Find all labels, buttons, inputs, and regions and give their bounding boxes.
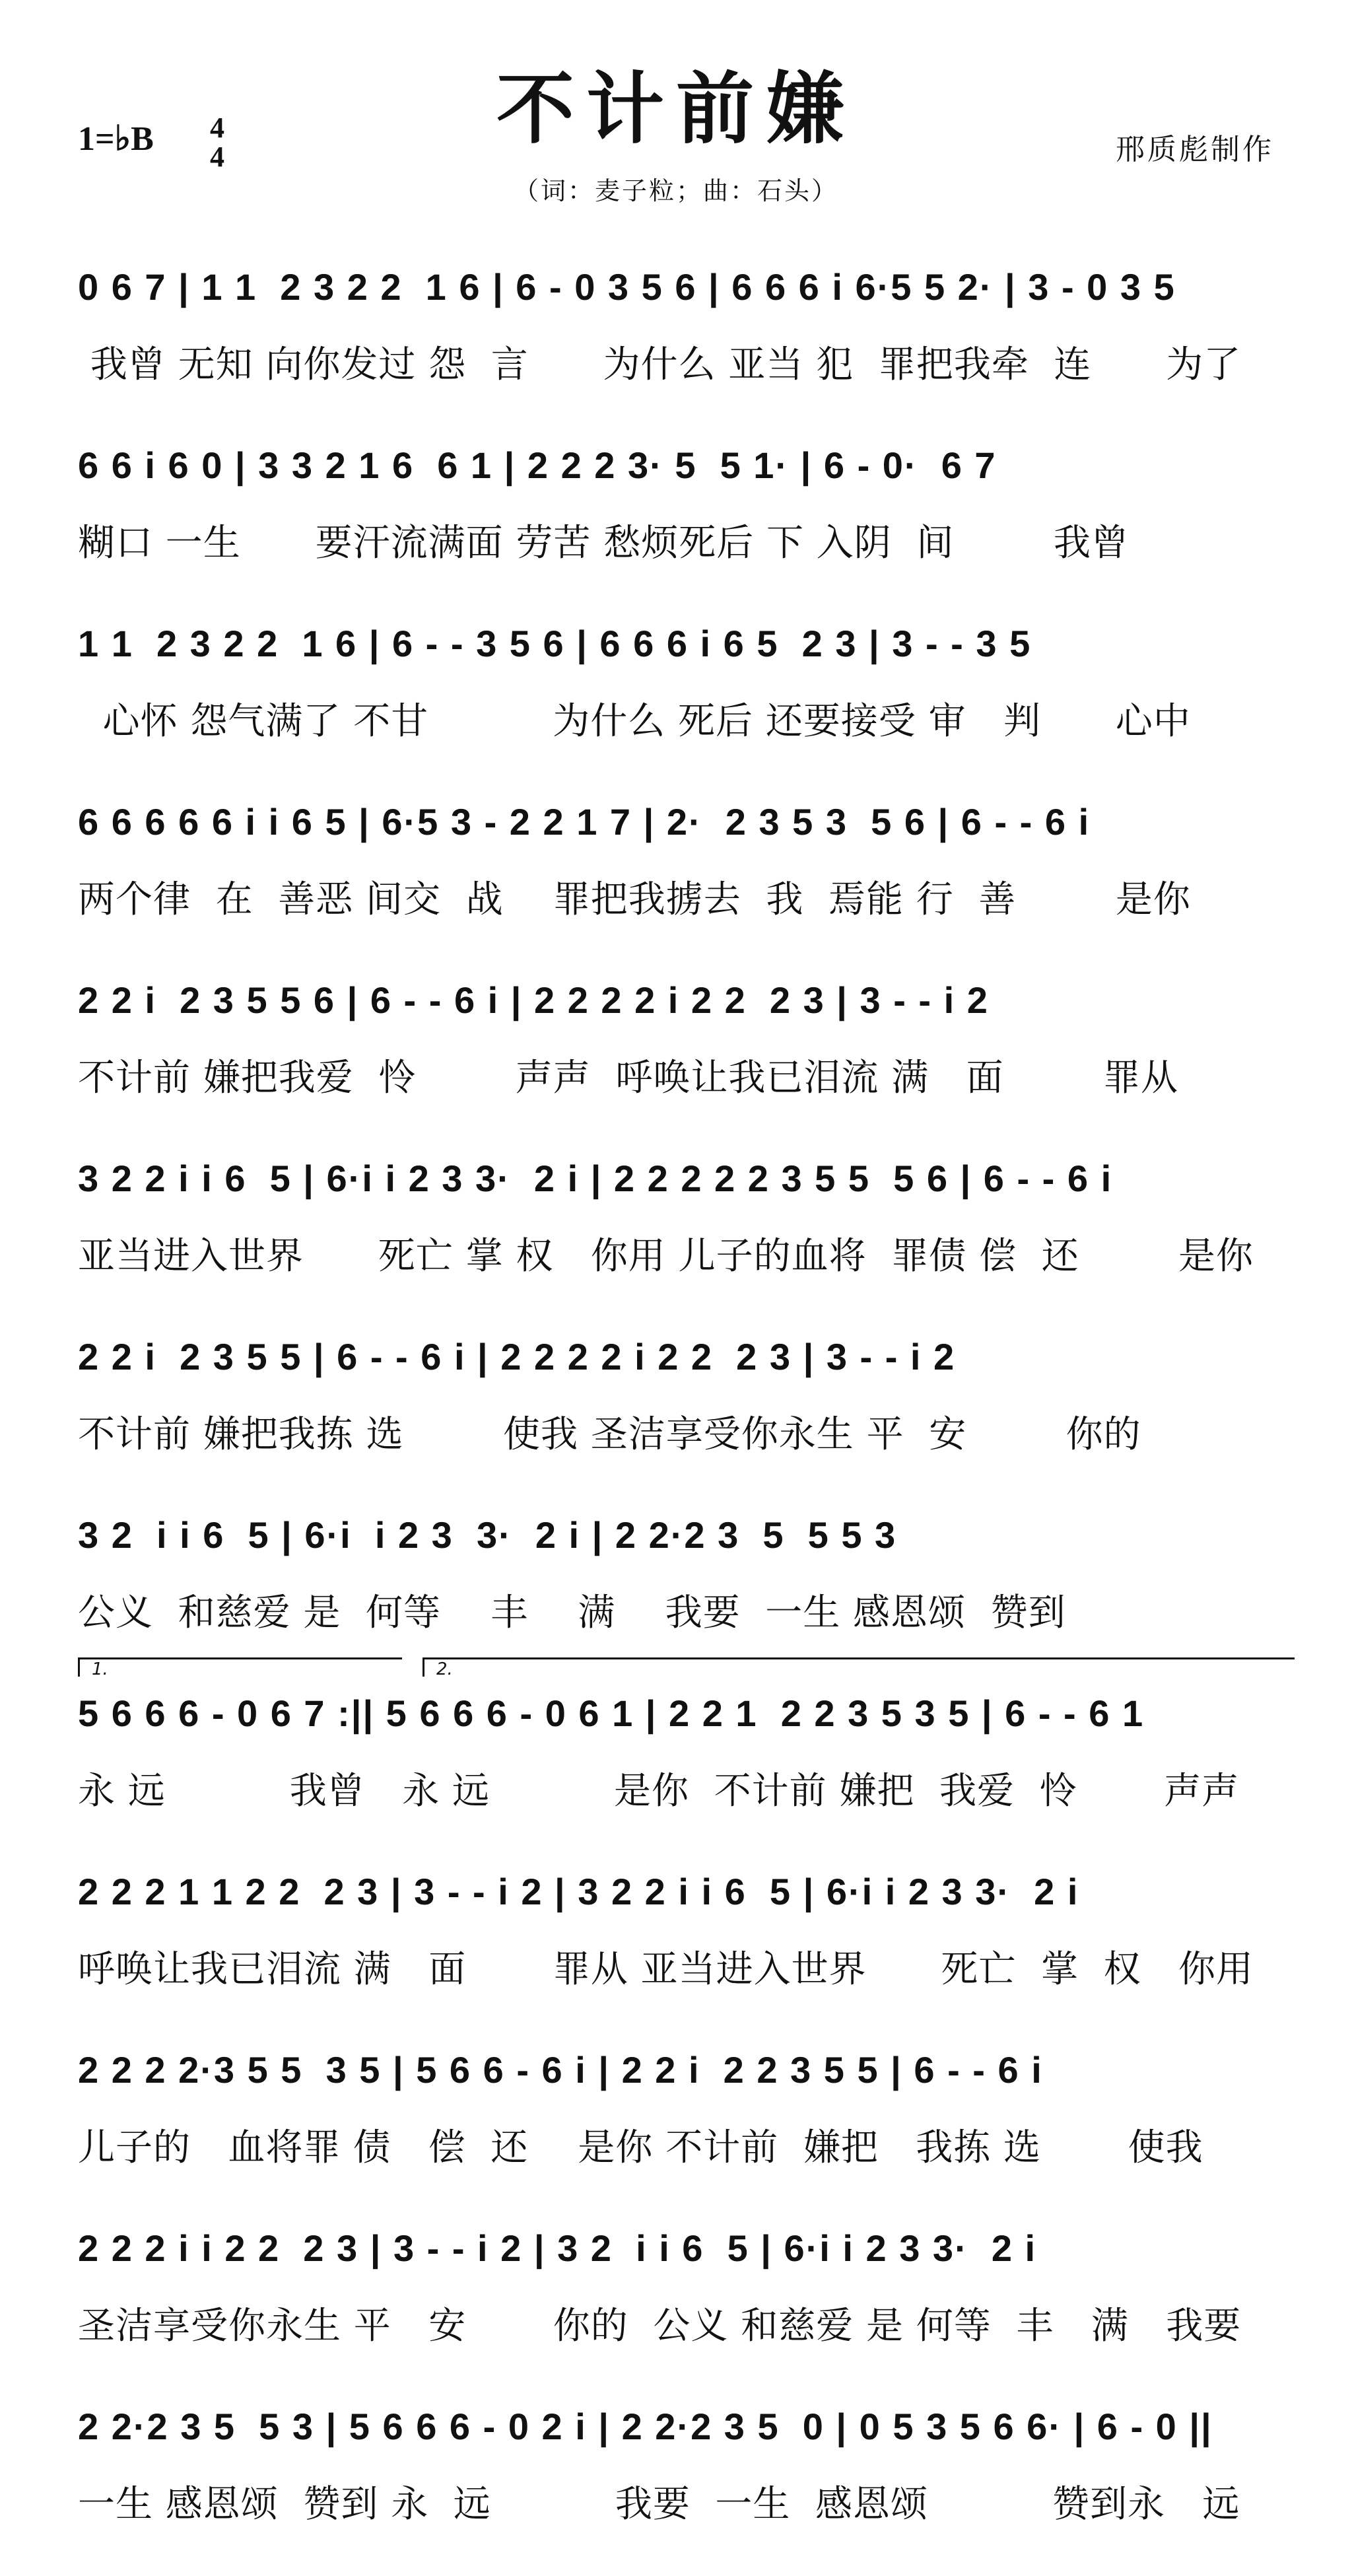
jianpu-notes: 3 2 i i 6 5 | 6·i i 2 3 3· 2 i | 2 2·2 3 5 5 5 3 (78, 1514, 897, 1556)
time-signature (210, 114, 224, 172)
song-title: 不计前嫌 (496, 63, 856, 155)
lyrics-line: 不计前 嫌把我拣 选 使我 圣洁享受你永生 平 安 你的 (78, 1413, 1141, 1456)
score-line (78, 2034, 1278, 2186)
jianpu-notes: 0 6 7 | 1 1 2 3 2 2 1 6 | 6 - 0 3 5 6 | 6 6 6 i 6·5 5 2· | 3 - 0 3 5 (78, 266, 1176, 308)
volta-first-label: 1. (92, 1659, 108, 1679)
score-line (78, 786, 1278, 938)
lyrics-line: 圣洁享受你永生 平 安 你的 公义 和慈爱 是 何等 丰 满 我要 (78, 2305, 1242, 2348)
lyricist-composer-credit: （词：麦子粒；曲：石头） (513, 176, 838, 205)
score-line (78, 608, 1278, 759)
lyrics-line: 我曾 无知 向你发过 怨 言 为什么 亚当 犯 罪把我牵 连 为了 (78, 343, 1242, 386)
score-line (78, 964, 1278, 1116)
lyrics-line: 儿子的 血将罪 债 偿 还 是你 不计前 嫌把 我拣 选 使我 (78, 2126, 1203, 2169)
jianpu-notes: 1 1 2 3 2 2 1 6 | 6 - - 3 5 6 | 6 6 6 i 6 5 2 3 | 3 - - 3 5 (78, 623, 1032, 664)
lyrics-line: 不计前 嫌把我爱 怜 声声 呼唤让我已泪流 满 面 罪从 (78, 1057, 1179, 1099)
lyrics-line: 亚当进入世界 死亡 掌 权 你用 儿子的血将 罪债 偿 还 是你 (78, 1235, 1254, 1278)
jianpu-notes: 5 6 6 6 - 0 6 7 :|| 5 6 6 6 - 0 6 1 | 2 2 1 2 2 3 5 3 5 | 6 - - 6 1 (78, 1692, 1145, 1734)
lyrics-line: 呼唤让我已泪流 满 面 罪从 亚当进入世界 死亡 掌 权 你用 (78, 1948, 1254, 1991)
meter-bottom: 4 (210, 141, 224, 173)
jianpu-notes: 2 2 2 i i 2 2 2 3 | 3 - - i 2 | 3 2 i i 6 5 | 6·i i 2 3 3· 2 i (78, 2227, 1037, 2269)
key-signature: 1=♭B (78, 120, 154, 158)
score-line (78, 1142, 1278, 1294)
volta-second-label: 2. (436, 1659, 453, 1679)
jianpu-notes: 2 2·2 3 5 5 3 | 5 6 6 6 - 0 2 i | 2 2·2 3 5 0 | 0 5 3 5 6 6· | 6 - 0 || (78, 2406, 1213, 2447)
volta-second-ending (422, 1657, 1295, 1677)
lyrics-line: 公义 和慈爱 是 何等 丰 满 我要 一生 感恩颂 赞到 (78, 1591, 1066, 1634)
jianpu-notes: 2 2 i 2 3 5 5 6 | 6 - - 6 i | 2 2 2 2 i 2 2 2 3 | 3 - - i 2 (78, 979, 989, 1021)
volta-first-ending (78, 1657, 402, 1677)
score-line (78, 1677, 1278, 1829)
score-line (78, 2212, 1278, 2364)
lyrics-line: 心怀 怨气满了 不甘 为什么 死后 还要接受 审 判 心中 (78, 700, 1191, 743)
jianpu-notes: 3 2 2 i i 6 5 | 6·i i 2 3 3· 2 i | 2 2 2 2 2 3 5 5 5 6 | 6 - - 6 i (78, 1158, 1113, 1199)
score-line (78, 1499, 1278, 1651)
jianpu-notes: 6 6 6 6 6 i i 6 5 | 6·5 3 - 2 2 1 7 | 2· 2 3 5 3 5 6 | 6 - - 6 i (78, 801, 1091, 843)
score-line (78, 251, 1278, 403)
score-line (78, 1321, 1278, 1473)
jianpu-notes: 2 2 2 2·3 5 5 3 5 | 5 6 6 - 6 i | 2 2 i 2 2 3 5 5 | 6 - - 6 i (78, 2049, 1043, 2091)
lyrics-line: 两个律 在 善恶 间交 战 罪把我掳去 我 焉能 行 善 是你 (78, 878, 1191, 921)
jianpu-notes: 2 2 i 2 3 5 5 | 6 - - 6 i | 2 2 2 2 i 2 2 2 3 | 3 - - i 2 (78, 1336, 956, 1377)
lyrics-line: 一生 感恩颂 赞到 永 远 我要 一生 感恩颂 赞到永 远 (78, 2483, 1240, 2526)
arranger-credit: 邢质彪制作 (1116, 133, 1274, 166)
lyrics-line: 糊口 一生 要汗流满面 劳苦 愁烦死后 下 入阴 间 我曾 (78, 522, 1129, 565)
score-line (78, 1856, 1278, 2007)
score-line (78, 429, 1278, 581)
meter-top: 4 (210, 112, 224, 144)
score-line (78, 2390, 1278, 2542)
jianpu-notes: 2 2 2 1 1 2 2 2 3 | 3 - - i 2 | 3 2 2 i i 6 5 | 6·i i 2 3 3· 2 i (78, 1871, 1079, 1912)
jianpu-notes: 6 6 i 6 0 | 3 3 2 1 6 6 1 | 2 2 2 3· 5 5 1· | 6 - 0· 6 7 (78, 444, 997, 486)
lyrics-line: 永 远 我曾 永 远 是你 不计前 嫌把 我爱 怜 声声 (78, 1770, 1240, 1813)
